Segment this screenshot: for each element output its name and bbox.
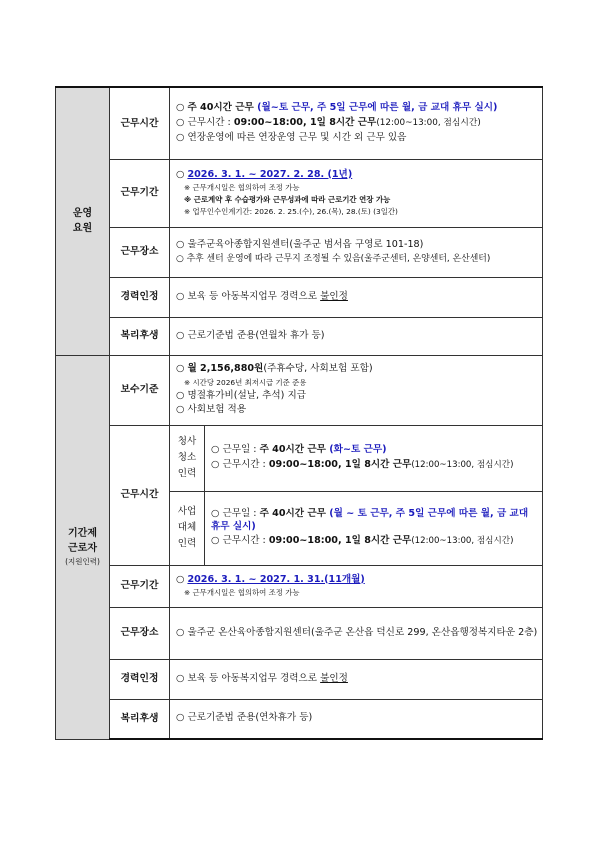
temp-career-content: ○ 보육 등 아동복지업무 경력으로 불인정 xyxy=(170,659,543,699)
row-label-welfare: 복리후생 xyxy=(110,317,170,355)
temp-hours-project-content: ○ 근무일 : 주 40시간 근무 (월 ~ 토 근무, 주 5일 근무에 따른 월, 금 교대 휴무 실시) ○ 근무시간 : 09:00~18:00, 1일 8시간 근무(12:00~13:00, 점심시간) xyxy=(205,491,543,565)
temp-welfare-row xyxy=(56,699,543,739)
operator-hours-row xyxy=(56,87,543,159)
group-temp-worker: 기간제 근로자 (지원인력) xyxy=(56,355,110,739)
operator-place-content: ○ 울주군육아종합지원센터(울주군 범서읍 구영로 101-18) ○ 추후 센터 운영에 따라 근무지 조정될 수 있음(울주군센터, 온양센터, 온산센터) xyxy=(170,227,543,277)
operator-hours-content: ○ 주 40시간 근무 (월~토 근무, 주 5일 근무에 따른 월, 금 교대 휴무 실시) ○ 근무시간 : 09:00~18:00, 1일 8시간 근무(12:00~13:00, 점심시간) ○ 연장운영에 따른 연장운영 근무 및 시간 외 근무 있음 xyxy=(170,87,543,159)
temp-place-row xyxy=(56,607,543,659)
temp-place-content: ○ 울주군 온산육아종합지원센터(울주군 온산읍 덕신로 299, 온산읍행정복지타운 2층) xyxy=(170,607,543,659)
row-label-period: 근무기간 xyxy=(110,159,170,227)
temp-hours-cleaning-content: ○ 근무일 : 주 40시간 근무 (화~토 근무) ○ 근무시간 : 09:00~18:00, 1일 8시간 근무(12:00~13:00, 점심시간) xyxy=(205,425,543,491)
row-label-temp-hours: 근무시간 xyxy=(110,425,170,565)
operator-career-content: ○ 보육 등 아동복지업무 경력으로 불인정 xyxy=(170,277,543,317)
row-label-temp-career: 경력인정 xyxy=(110,659,170,699)
row-label-temp-period: 근무기간 xyxy=(110,565,170,607)
row-label-place: 근무장소 xyxy=(110,227,170,277)
temp-pay-content: ○ 월 2,156,880원(주휴수당, 사회보험 포함) ※ 시간당 2026년 최저시급 기준 준용 ○ 명절휴가비(설날, 추석) 지급 ○ 사회보험 적용 xyxy=(170,355,543,425)
operator-career-row xyxy=(56,277,543,317)
temp-period-content: ○ 2026. 3. 1. ~ 2027. 1. 31.(11개월) ※ 근무개시일은 협의하여 조정 가능 xyxy=(170,565,543,607)
employment-conditions-table xyxy=(55,86,543,740)
row-label-temp-place: 근무장소 xyxy=(110,607,170,659)
temp-pay-row xyxy=(56,355,543,425)
temp-period-row xyxy=(56,565,543,607)
temp-career-row xyxy=(56,659,543,699)
operator-place-row xyxy=(56,227,543,277)
row-label-career: 경력인정 xyxy=(110,277,170,317)
operator-period-row xyxy=(56,159,543,227)
row-label-hours: 근무시간 xyxy=(110,87,170,159)
temp-hours-row-cleaning xyxy=(56,425,543,491)
row-label-pay: 보수기준 xyxy=(110,355,170,425)
group-operator: 운영 요원 xyxy=(56,87,110,355)
operator-welfare-content: ○ 근로기준법 준용(연월차 휴가 등) xyxy=(170,317,543,355)
row-label-temp-welfare: 복리후생 xyxy=(110,699,170,739)
operator-period-content: ○ 2026. 3. 1. ~ 2027. 2. 28. (1년) ※ 근무개시일은 협의하여 조정 가능 ※ 근로계약 후 수습평가와 근무성과에 따라 근로기간 연장 가능 ※ 업무인수인계기간: 2026. 2. 25.(수), 26.(목), 28.(토) (3일간) xyxy=(170,159,543,227)
sublabel-cleaning: 청사 청소 인력 xyxy=(170,425,205,491)
operator-welfare-row xyxy=(56,317,543,355)
temp-welfare-content: ○ 근로기준법 준용(연차휴가 등) xyxy=(170,699,543,739)
sublabel-project: 사업 대체 인력 xyxy=(170,491,205,565)
